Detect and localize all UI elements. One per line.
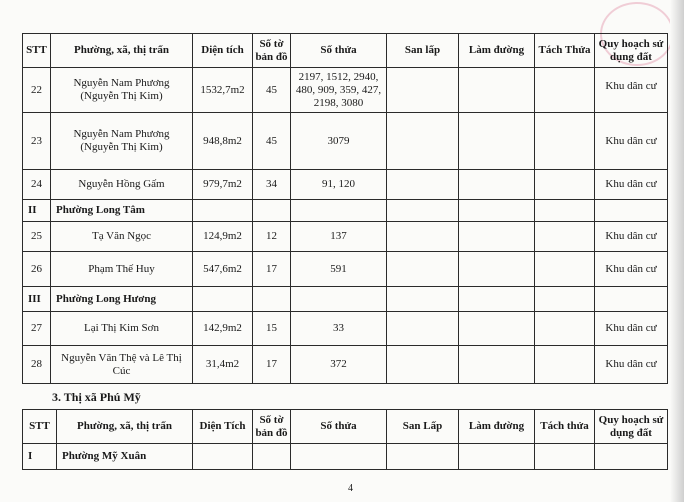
empty-cell <box>535 287 595 312</box>
table-row <box>23 113 668 170</box>
header-cell: Phường, xã, thị trấn <box>57 410 193 444</box>
header-cell: Quy hoạch sử dụng đất <box>595 410 668 444</box>
empty-cell <box>193 444 253 470</box>
section-name: Phường Long Tâm <box>51 200 193 222</box>
header-cell: Tách Thửa <box>535 34 595 68</box>
table-row <box>23 170 668 200</box>
stt-cell: 27 <box>23 312 51 346</box>
section-name: Phường Mỹ Xuân <box>57 444 193 470</box>
empty-cell <box>387 222 459 252</box>
header-cell: STT <box>23 410 57 444</box>
empty-cell <box>535 252 595 287</box>
header-cell: Quy hoạch sử dụng đất <box>595 34 668 68</box>
empty-cell <box>459 252 535 287</box>
section-title: 3. Thị xã Phú Mỹ <box>52 390 141 404</box>
page-number: 4 <box>348 483 353 494</box>
plan-cell: Khu dân cư <box>595 312 668 346</box>
section-number: II <box>23 200 51 222</box>
stt-cell: 24 <box>23 170 51 200</box>
table-header-row <box>23 34 668 68</box>
empty-cell <box>291 444 387 470</box>
name-cell: Tạ Văn Ngọc <box>51 222 193 252</box>
stt-cell: 25 <box>23 222 51 252</box>
area-cell: 142,9m2 <box>193 312 253 346</box>
name-cell: Phạm Thế Huy <box>51 252 193 287</box>
section-number: III <box>23 287 51 312</box>
map-cell: 45 <box>253 68 291 113</box>
plan-cell: Khu dân cư <box>595 252 668 287</box>
empty-cell <box>535 113 595 170</box>
empty-cell <box>193 287 253 312</box>
stt-cell: 28 <box>23 346 51 384</box>
header-cell: San Lấp <box>387 410 459 444</box>
empty-cell <box>595 444 668 470</box>
empty-cell <box>193 200 253 222</box>
table-row <box>23 312 668 346</box>
header-cell: Làm đường <box>459 410 535 444</box>
empty-cell <box>387 200 459 222</box>
land-table-2 <box>22 409 668 470</box>
empty-cell <box>387 312 459 346</box>
empty-cell <box>459 170 535 200</box>
empty-cell <box>535 312 595 346</box>
section-row <box>23 200 668 222</box>
parcel-cell: 2197, 1512, 2940, 480, 909, 359, 427, 2198, 3080 <box>291 68 387 113</box>
parcel-cell: 3079 <box>291 113 387 170</box>
header-cell: Số tờ bản đồ <box>253 34 291 68</box>
name-cell: Nguyễn Nam Phương (Nguyễn Thị Kim) <box>51 68 193 113</box>
empty-cell <box>535 200 595 222</box>
map-cell: 17 <box>253 346 291 384</box>
empty-cell <box>459 312 535 346</box>
map-cell: 45 <box>253 113 291 170</box>
plan-cell: Khu dân cư <box>595 68 668 113</box>
header-cell: Số thửa <box>291 34 387 68</box>
plan-cell: Khu dân cư <box>595 346 668 384</box>
plan-cell: Khu dân cư <box>595 113 668 170</box>
empty-cell <box>459 200 535 222</box>
area-cell: 948,8m2 <box>193 113 253 170</box>
header-cell: San lấp <box>387 34 459 68</box>
stt-cell: 26 <box>23 252 51 287</box>
map-cell: 15 <box>253 312 291 346</box>
empty-cell <box>459 444 535 470</box>
header-cell: STT <box>23 34 51 68</box>
name-cell: Lại Thị Kim Sơn <box>51 312 193 346</box>
empty-cell <box>253 200 291 222</box>
plan-cell: Khu dân cư <box>595 222 668 252</box>
empty-cell <box>595 287 668 312</box>
empty-cell <box>459 113 535 170</box>
parcel-cell: 33 <box>291 312 387 346</box>
header-cell: Diện tích <box>193 34 253 68</box>
header-cell: Làm đường <box>459 34 535 68</box>
name-cell: Nguyễn Hồng Gấm <box>51 170 193 200</box>
area-cell: 31,4m2 <box>193 346 253 384</box>
empty-cell <box>253 287 291 312</box>
parcel-cell: 372 <box>291 346 387 384</box>
land-table-1 <box>22 33 668 384</box>
area-cell: 979,7m2 <box>193 170 253 200</box>
section-number: I <box>23 444 57 470</box>
header-cell: Số tờ bản đồ <box>253 410 291 444</box>
empty-cell <box>459 346 535 384</box>
empty-cell <box>253 444 291 470</box>
area-cell: 547,6m2 <box>193 252 253 287</box>
map-cell: 34 <box>253 170 291 200</box>
empty-cell <box>291 200 387 222</box>
parcel-cell: 137 <box>291 222 387 252</box>
empty-cell <box>387 170 459 200</box>
header-cell: Số thửa <box>291 410 387 444</box>
stt-cell: 23 <box>23 113 51 170</box>
table-row <box>23 252 668 287</box>
page-edge-shadow <box>670 0 684 502</box>
empty-cell <box>535 170 595 200</box>
empty-cell <box>535 68 595 113</box>
map-cell: 12 <box>253 222 291 252</box>
empty-cell <box>459 68 535 113</box>
name-cell: Nguyễn Văn Thệ và Lê Thị Cúc <box>51 346 193 384</box>
empty-cell <box>459 222 535 252</box>
empty-cell <box>387 252 459 287</box>
empty-cell <box>387 287 459 312</box>
empty-cell <box>535 444 595 470</box>
stt-cell: 22 <box>23 68 51 113</box>
table-header-row <box>23 410 668 444</box>
empty-cell <box>387 68 459 113</box>
area-cell: 1532,7m2 <box>193 68 253 113</box>
header-cell: Diện Tích <box>193 410 253 444</box>
table-row <box>23 222 668 252</box>
table-row <box>23 68 668 113</box>
empty-cell <box>387 113 459 170</box>
area-cell: 124,9m2 <box>193 222 253 252</box>
empty-cell <box>595 200 668 222</box>
table-row <box>23 346 668 384</box>
section-row <box>23 444 668 470</box>
empty-cell <box>459 287 535 312</box>
section-name: Phường Long Hương <box>51 287 193 312</box>
plan-cell: Khu dân cư <box>595 170 668 200</box>
header-cell: Phường, xã, thị trấn <box>51 34 193 68</box>
parcel-cell: 91, 120 <box>291 170 387 200</box>
map-cell: 17 <box>253 252 291 287</box>
section-row <box>23 287 668 312</box>
empty-cell <box>535 222 595 252</box>
parcel-cell: 591 <box>291 252 387 287</box>
empty-cell <box>291 287 387 312</box>
empty-cell <box>387 444 459 470</box>
header-cell: Tách thửa <box>535 410 595 444</box>
empty-cell <box>387 346 459 384</box>
name-cell: Nguyễn Nam Phương (Nguyễn Thị Kim) <box>51 113 193 170</box>
empty-cell <box>535 346 595 384</box>
